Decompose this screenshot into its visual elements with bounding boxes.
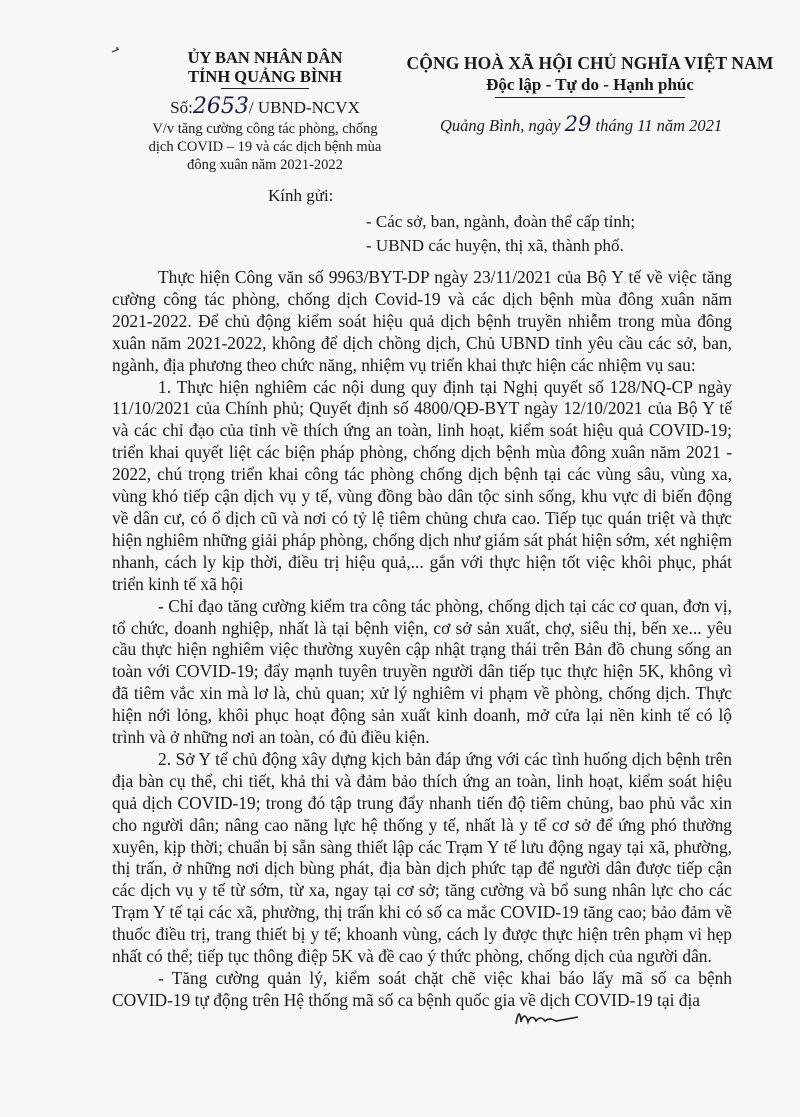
document-number: [120, 95, 410, 120]
initial-signature: [512, 1002, 582, 1032]
subject-line1: V/v tăng cường công tác phòng, chống: [152, 121, 378, 137]
doc-number-prefix: Số:: [170, 98, 193, 117]
date-day-handwritten: 29: [564, 112, 592, 136]
paragraph-item-1: 1. Thực hiện nghiêm các nội dung quy định tại Nghị quyết số 128/NQ-CP ngày 11/10/2021 của Chính phủ; Quyết định số 4800/QĐ-BYT ngày 12/10/2021 của Bộ Y tế và các chỉ đạo của tỉnh về thích ứng an toàn, linh hoạt, kiểm soát hiệu quả COVID-19; triển khai quyết liệt các biện pháp phòng, chống dịch bệnh mùa đông xuân năm 2021 - 2022, chú trọng triển khai công tác phòng chống dịch bệnh tại các vùng sâu, vùng xa, vùng khó tiếp cận dịch vụ y tế, vùng đồng bào dân tộc sinh sống, khu vực di biến động về dân cư, có ổ dịch cũ và nơi có tỷ lệ tiêm chủng chưa cao. Tiếp tục quán triệt và thực hiện nghiêm những giải pháp phòng, chống dịch như giám sát phát hiện sớm, xét nghiệm nhanh, cách ly kịp thời, điều trị hiệu quả,... gắn với thực hiện tốt việc khôi phục, phát triển kinh tế xã hội: [112, 376, 732, 594]
recipient-1: - Các sở, ban, ngành, đoàn thể cấp tỉnh;: [366, 212, 636, 231]
recipient-2: - UBND các huyện, thị xã, thành phố.: [366, 236, 624, 255]
issuer-underline: [221, 88, 309, 89]
date-prefix: Quảng Bình, ngày: [440, 116, 561, 135]
national-header: [395, 52, 785, 98]
document-body: [112, 267, 732, 1012]
doc-number-handwritten: 2653: [192, 94, 249, 119]
date-suffix: tháng 11 năm 2021: [595, 116, 723, 135]
salutation: Kính gửi:: [268, 186, 334, 205]
issuer-name-line2: TỈNH QUẢNG BÌNH: [187, 67, 343, 86]
motto-underline: [495, 97, 685, 98]
paragraph-item-2: 2. Sở Y tế chủ động xây dựng kịch bản đáp ứng với các tình huống dịch bệnh trên địa bàn cụ thể, chi tiết, khả thi và đảm bảo thích ứng an toàn, linh hoạt, kiểm soát hiệu quả dịch COVID-19; trong đó tập trung đẩy nhanh tiến độ tiêm chủng, bao phủ vắc xin cho người dân; nâng cao năng lực hệ thống y tế, nhất là y tế cơ sở để ứng phó thường xuyên, kịp thời; chuẩn bị sẵn sàng thiết lập các Trạm Y tế lưu động ngay tại xã, phường, thị trấn, ở những nơi dịch bùng phát, địa bàn dịch phức tạp để người dân được tiếp cận các dịch vụ y tế từ sớm, từ xa, ngay tại cơ sở; tăng cường và bổ sung nhân lực cho các Trạm Y tế tại các xã, phường, thị trấn khi có số ca mắc COVID-19 tăng cao; bảo đảm về thuốc điều trị, trang thiết bị y tế; khoanh vùng, cách ly được thực hiện trên phạm vi hẹp nhất có thể; tiếp tục thông điệp 5K và đề cao ý thức phòng, chống dịch của người dân.: [112, 748, 732, 967]
issuer-block: [120, 48, 410, 174]
doc-number-suffix: / UBND-NCVX: [248, 98, 360, 117]
national-motto: Độc lập - Tự do - Hạnh phúc: [486, 75, 694, 94]
subject-line2: dịch COVID – 19 và các dịch bệnh mùa: [148, 139, 382, 155]
issuer-name-line1: ỦY BAN NHÂN DÂN: [187, 48, 343, 67]
subject-line3: đông xuân năm 2021-2022: [187, 157, 343, 173]
paragraph-item-2-sub: - Tăng cường quản lý, kiểm soát chặt chẽ việc khai báo lấy mã số ca bệnh COVID-19 tự động trên Hệ thống mã số ca bệnh quốc gia về dịch COVID-19 tại địa: [112, 968, 732, 1010]
paragraph-item-1-sub: - Chỉ đạo tăng cường kiểm tra công tác phòng, chống dịch tại các cơ quan, đơn vị, tổ chức, doanh nghiệp, nhất là tại bệnh viện, cơ sở sản xuất, chợ, siêu thị, bến xe... yêu cầu thực hiện nghiêm việc thường xuyên cập nhật trạng thái trên Bản đồ chung sống an toàn với COVID-19; đẩy mạnh tuyên truyền người dân tiếp tục thực hiện 5K, không vì đã tiêm vắc xin mà lơ là, chủ quan; xử lý nghiêm vi phạm về phòng, chống dịch. Thực hiện nới lỏng, khôi phục hoạt động sản xuất kinh doanh, mở cửa lại nền kinh tế có lộ trình và ở những nơi an toàn, có đủ điều kiện.: [112, 595, 732, 748]
nation-title: CỘNG HOÀ XÃ HỘI CHỦ NGHĨA VIỆT NAM: [406, 53, 774, 73]
paragraph-intro: Thực hiện Công văn số 9963/BYT-DP ngày 23/11/2021 của Bộ Y tế về việc tăng cường công tác phòng, chống dịch Covid-19 và các dịch bệnh mùa đông xuân năm 2021-2022. Để chủ động kiểm soát hiệu quả dịch bệnh truyền nhiễm trong mùa đông xuân năm 2021-2022, không để dịch chồng dịch, Chủ UBND tỉnh yêu cầu các sở, ban, ngành, địa phương theo chức năng, nhiệm vụ triển khai thực hiện các nhiệm vụ sau:: [112, 267, 732, 375]
date-line: [440, 112, 722, 136]
